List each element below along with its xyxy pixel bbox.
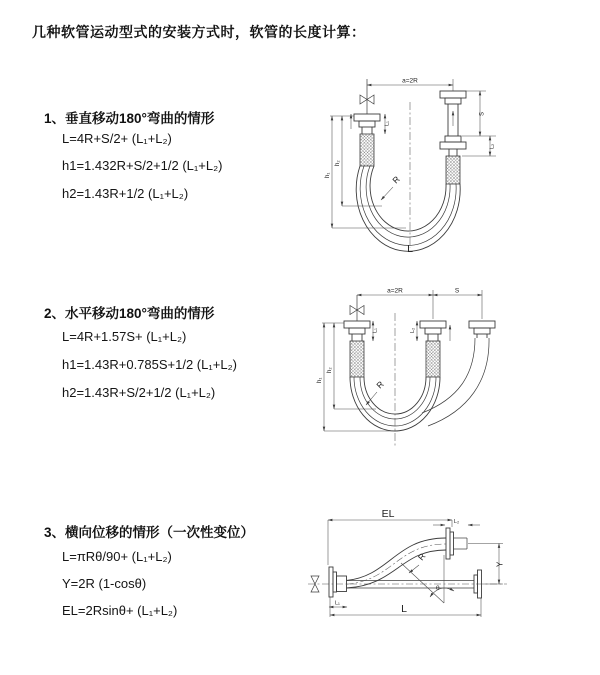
dim-width-group	[367, 78, 453, 92]
left-pipe	[344, 321, 370, 377]
section-2-formula-h2: h2=1.43R+S/2+1/2 (L₁+L₂)	[62, 385, 216, 400]
section-3-formula-EL: EL=2Rsinθ+ (L₁+L₂)	[62, 603, 178, 618]
section-2-formula-L: L=4R+1.57S+ (L₁+L₂)	[62, 329, 187, 344]
dim-label-l: L	[407, 243, 413, 255]
section-3-formula-Y: Y=2R (1-cosθ)	[62, 576, 147, 591]
dim-s-l2-group	[462, 91, 496, 156]
diagram-lateral-displacement	[300, 497, 600, 645]
left-flange	[329, 567, 347, 597]
page-title: 几种软管运动型式的安装方式时，软管的长度计算：	[32, 24, 366, 40]
section-3-heading: 3、横向位移的情形（一次性变位）	[44, 525, 255, 540]
dim-label-l2: L₂	[489, 143, 496, 149]
dim-label-s: S	[479, 111, 486, 116]
dim-width-group	[357, 288, 482, 320]
dim-label-r: R	[390, 174, 402, 186]
dim-label-l2: L₂	[410, 327, 416, 333]
hose-u-bend	[356, 166, 460, 251]
diagram-horizontal-180-bend	[310, 283, 600, 463]
dim-label-l1: L₁	[384, 121, 391, 126]
radius-callout	[366, 379, 386, 405]
dim-label-l1: L₁	[372, 328, 379, 333]
dim-label-el: EL	[381, 508, 395, 520]
dim-y-group	[468, 544, 505, 585]
section-2-heading: 2、水平移动180°弯曲的情形	[44, 306, 215, 321]
dim-l1-group	[373, 321, 379, 341]
dim-label-a2r: a=2R	[387, 287, 403, 295]
valve-icon	[350, 295, 364, 321]
section-2-formula-h1: h1=1.43R+0.785S+1/2 (L₁+L₂)	[62, 357, 237, 372]
dim-label-s: S	[454, 287, 460, 295]
dim-label-h1: h₁	[317, 377, 323, 383]
dim-label-r: R	[415, 551, 428, 563]
dim-l1-group	[329, 601, 347, 608]
dim-l2-group	[410, 321, 417, 341]
section-1-formula-h2: h2=1.43R+1/2 (L₁+L₂)	[62, 186, 189, 201]
dim-el-group	[328, 508, 452, 565]
dim-l-group	[330, 597, 481, 617]
section-1-formula-L: L=4R+S/2+ (L₁+L₂)	[62, 131, 172, 146]
dim-l1-group	[385, 114, 391, 134]
dim-label-theta: θ	[436, 585, 440, 592]
radius-callout	[409, 551, 427, 573]
upper-flange	[446, 528, 467, 559]
dim-label-h2: h₂	[327, 367, 333, 373]
angle-theta-group	[401, 555, 454, 603]
radius-callout	[381, 174, 402, 200]
dim-label-h2: h₂	[335, 160, 341, 166]
valve-icon	[360, 79, 374, 114]
section-1-heading: 1、垂直移动180°弯曲的情形	[44, 111, 215, 126]
section-1-formula-h1: h1=1.432R+S/2+1/2 (L₁+L₂)	[62, 158, 223, 173]
right-pipe	[440, 91, 466, 184]
section-3-formula-L: L=πRθ/90+ (L₁+L₂)	[62, 549, 172, 564]
dim-label-r: R	[374, 379, 386, 391]
middle-pipe	[420, 321, 446, 377]
dim-label-h1: h₁	[325, 172, 331, 178]
dim-h-group	[325, 116, 406, 228]
left-pipe	[354, 114, 380, 166]
diagram-vertical-180-bend	[310, 66, 600, 262]
dim-label-l1: L₁	[335, 600, 340, 607]
dim-label-l: L	[401, 603, 407, 615]
dim-label-a2r: a=2R	[402, 77, 418, 85]
dim-label-y: Y	[495, 561, 505, 567]
dim-label-l2: L₂	[453, 519, 460, 525]
